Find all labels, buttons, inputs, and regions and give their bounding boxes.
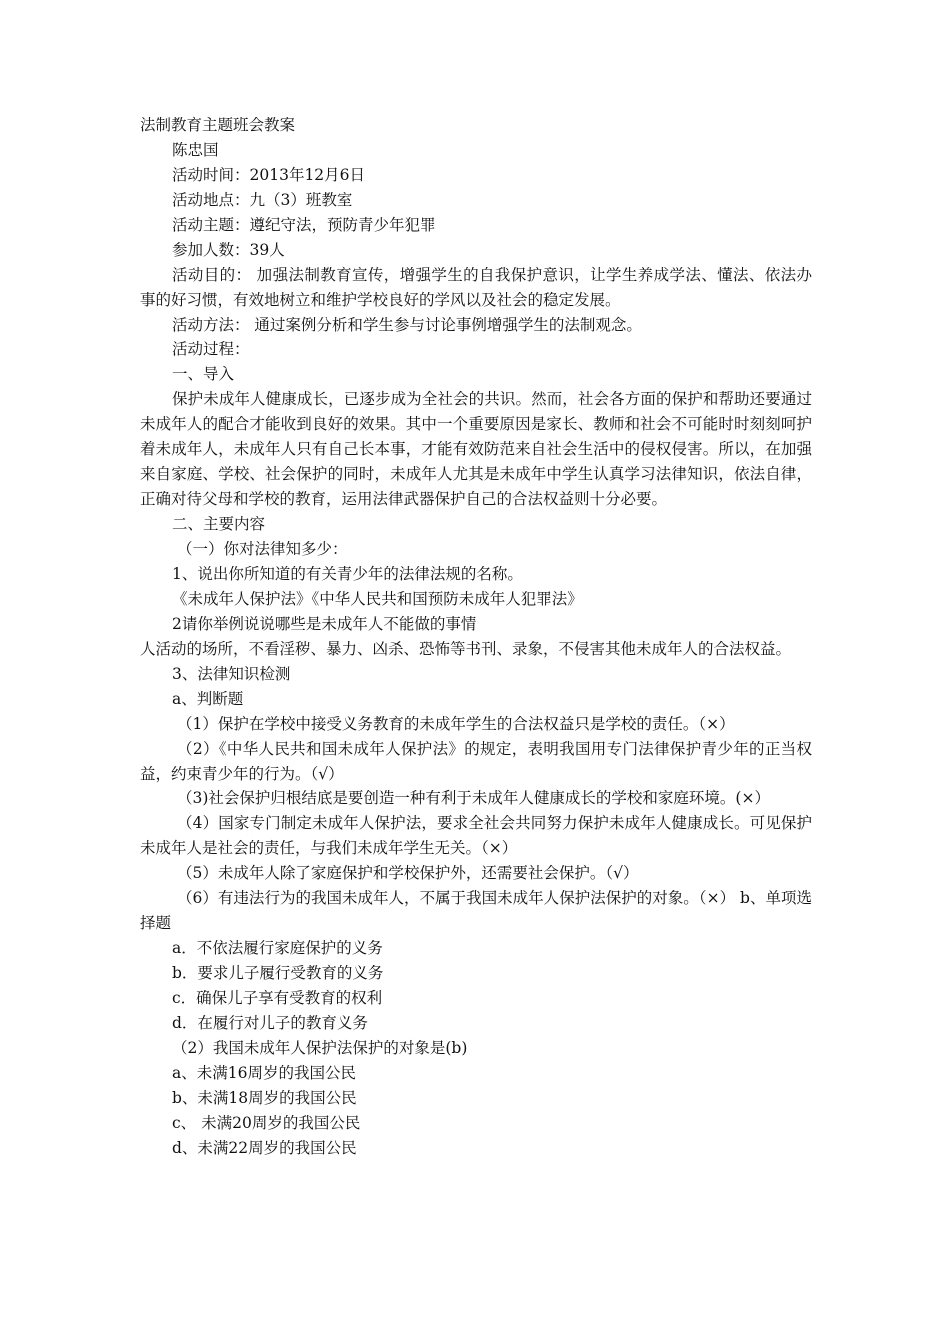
question: 1、说出你所知道的有关青少年的法律法规的名称。 [172,564,523,583]
question: （2）我国未成年人保护法保护的对象是(b) [172,1038,468,1057]
true-false-item: （1）保护在学校中接受义务教育的未成年学生的合法权益只是学校的责任。（×） [177,714,735,733]
participants: 参加人数：39人 [172,240,285,259]
choice-option: d、未满22周岁的我国公民 [172,1138,357,1157]
section-heading: 一、导入 [172,365,235,384]
true-false-item: （2）《中华人民共和国未成年人保护法》的规定，表明我国用专门法律保护青少年的正当权益，约束青少年的行为。（√） [140,739,812,783]
question: 2请你举例说说哪些是未成年人不能做的事情 [172,614,477,633]
choice-option: a．不依法履行家庭保护的义务 [172,939,383,958]
activity-place: 活动地点：九（3）班教室 [172,190,353,209]
true-false-item: （6）有违法行为的我国未成年人，不属于我国未成年人保护法保护的对象。（×） b、单项选择题 [140,889,812,933]
author-name: 陈忠国 [172,140,219,159]
answer: 《未成年人保护法》《中华人民共和国预防未成年人犯罪法》 [172,589,583,608]
activity-process: 活动过程： [172,340,250,359]
document-title: 法制教育主题班会教案 [140,116,296,134]
activity-goal: 活动目的： 加强法制教育宣传，增强学生的自我保护意识，让学生养成学法、懂法、依法办事的好习惯，有效地树立和维护学校良好的学风以及社会的稳定发展。 [140,265,812,309]
answer: 人活动的场所，不看淫秽、暴力、凶杀、恐怖等书刊、录象，不侵害其他未成年人的合法权益。 [140,639,792,658]
subsection-heading: （一）你对法律知多少： [177,540,348,559]
true-false-item: （5）未成年人除了家庭保护和学校保护外，还需要社会保护。（√） [177,864,639,883]
true-false-item: （3)社会保护归根结底是要创造一种有利于未成年人健康成长的学校和家庭环境。(×） [177,789,770,808]
intro-paragraph: 保护未成年人健康成长，已逐步成为全社会的共识。然而，社会各方面的保护和帮助还要通过未成年人的配合才能收到良好的效果。其中一个重要原因是家长、教师和社会不可能时时刻刻呵护着未成年人，未成年人只有自己长本事，才能有效防范来自社会生活中的侵权侵害。所以，在加强来自家庭、学校、社会保护的同时，未成年人尤其是未成年中学生认真学习法律知识，依法自律，正确对待父母和学校的教育，运用法律武器保护自己的合法权益则十分必要。 [140,390,812,509]
choice-option: c、 未满20周岁的我国公民 [172,1113,361,1132]
choice-option: c．确保儿子享有受教育的权利 [172,989,383,1008]
section-heading: 二、主要内容 [172,515,266,534]
true-false-item: （4）国家专门制定未成年人保护法，要求全社会共同努力保护未成年人健康成长。可见保护未成年人是社会的责任，与我们未成年学生无关。（×） [140,814,812,858]
choice-option: b．要求儿子履行受教育的义务 [172,964,384,983]
activity-method: 活动方法： 通过案例分析和学生参与讨论事例增强学生的法制观念。 [172,315,642,334]
document-page [140,113,812,1161]
question: 3、法律知识检测 [172,664,291,683]
activity-theme: 活动主题：遵纪守法，预防青少年犯罪 [172,215,436,234]
choice-option: a、未满16周岁的我国公民 [172,1063,356,1082]
activity-time: 活动时间：2013年12月6日 [172,165,366,184]
choice-option: d．在履行对儿子的教育义务 [172,1013,368,1032]
part-heading: a、判断题 [172,689,244,708]
choice-option: b、未满18周岁的我国公民 [172,1088,357,1107]
